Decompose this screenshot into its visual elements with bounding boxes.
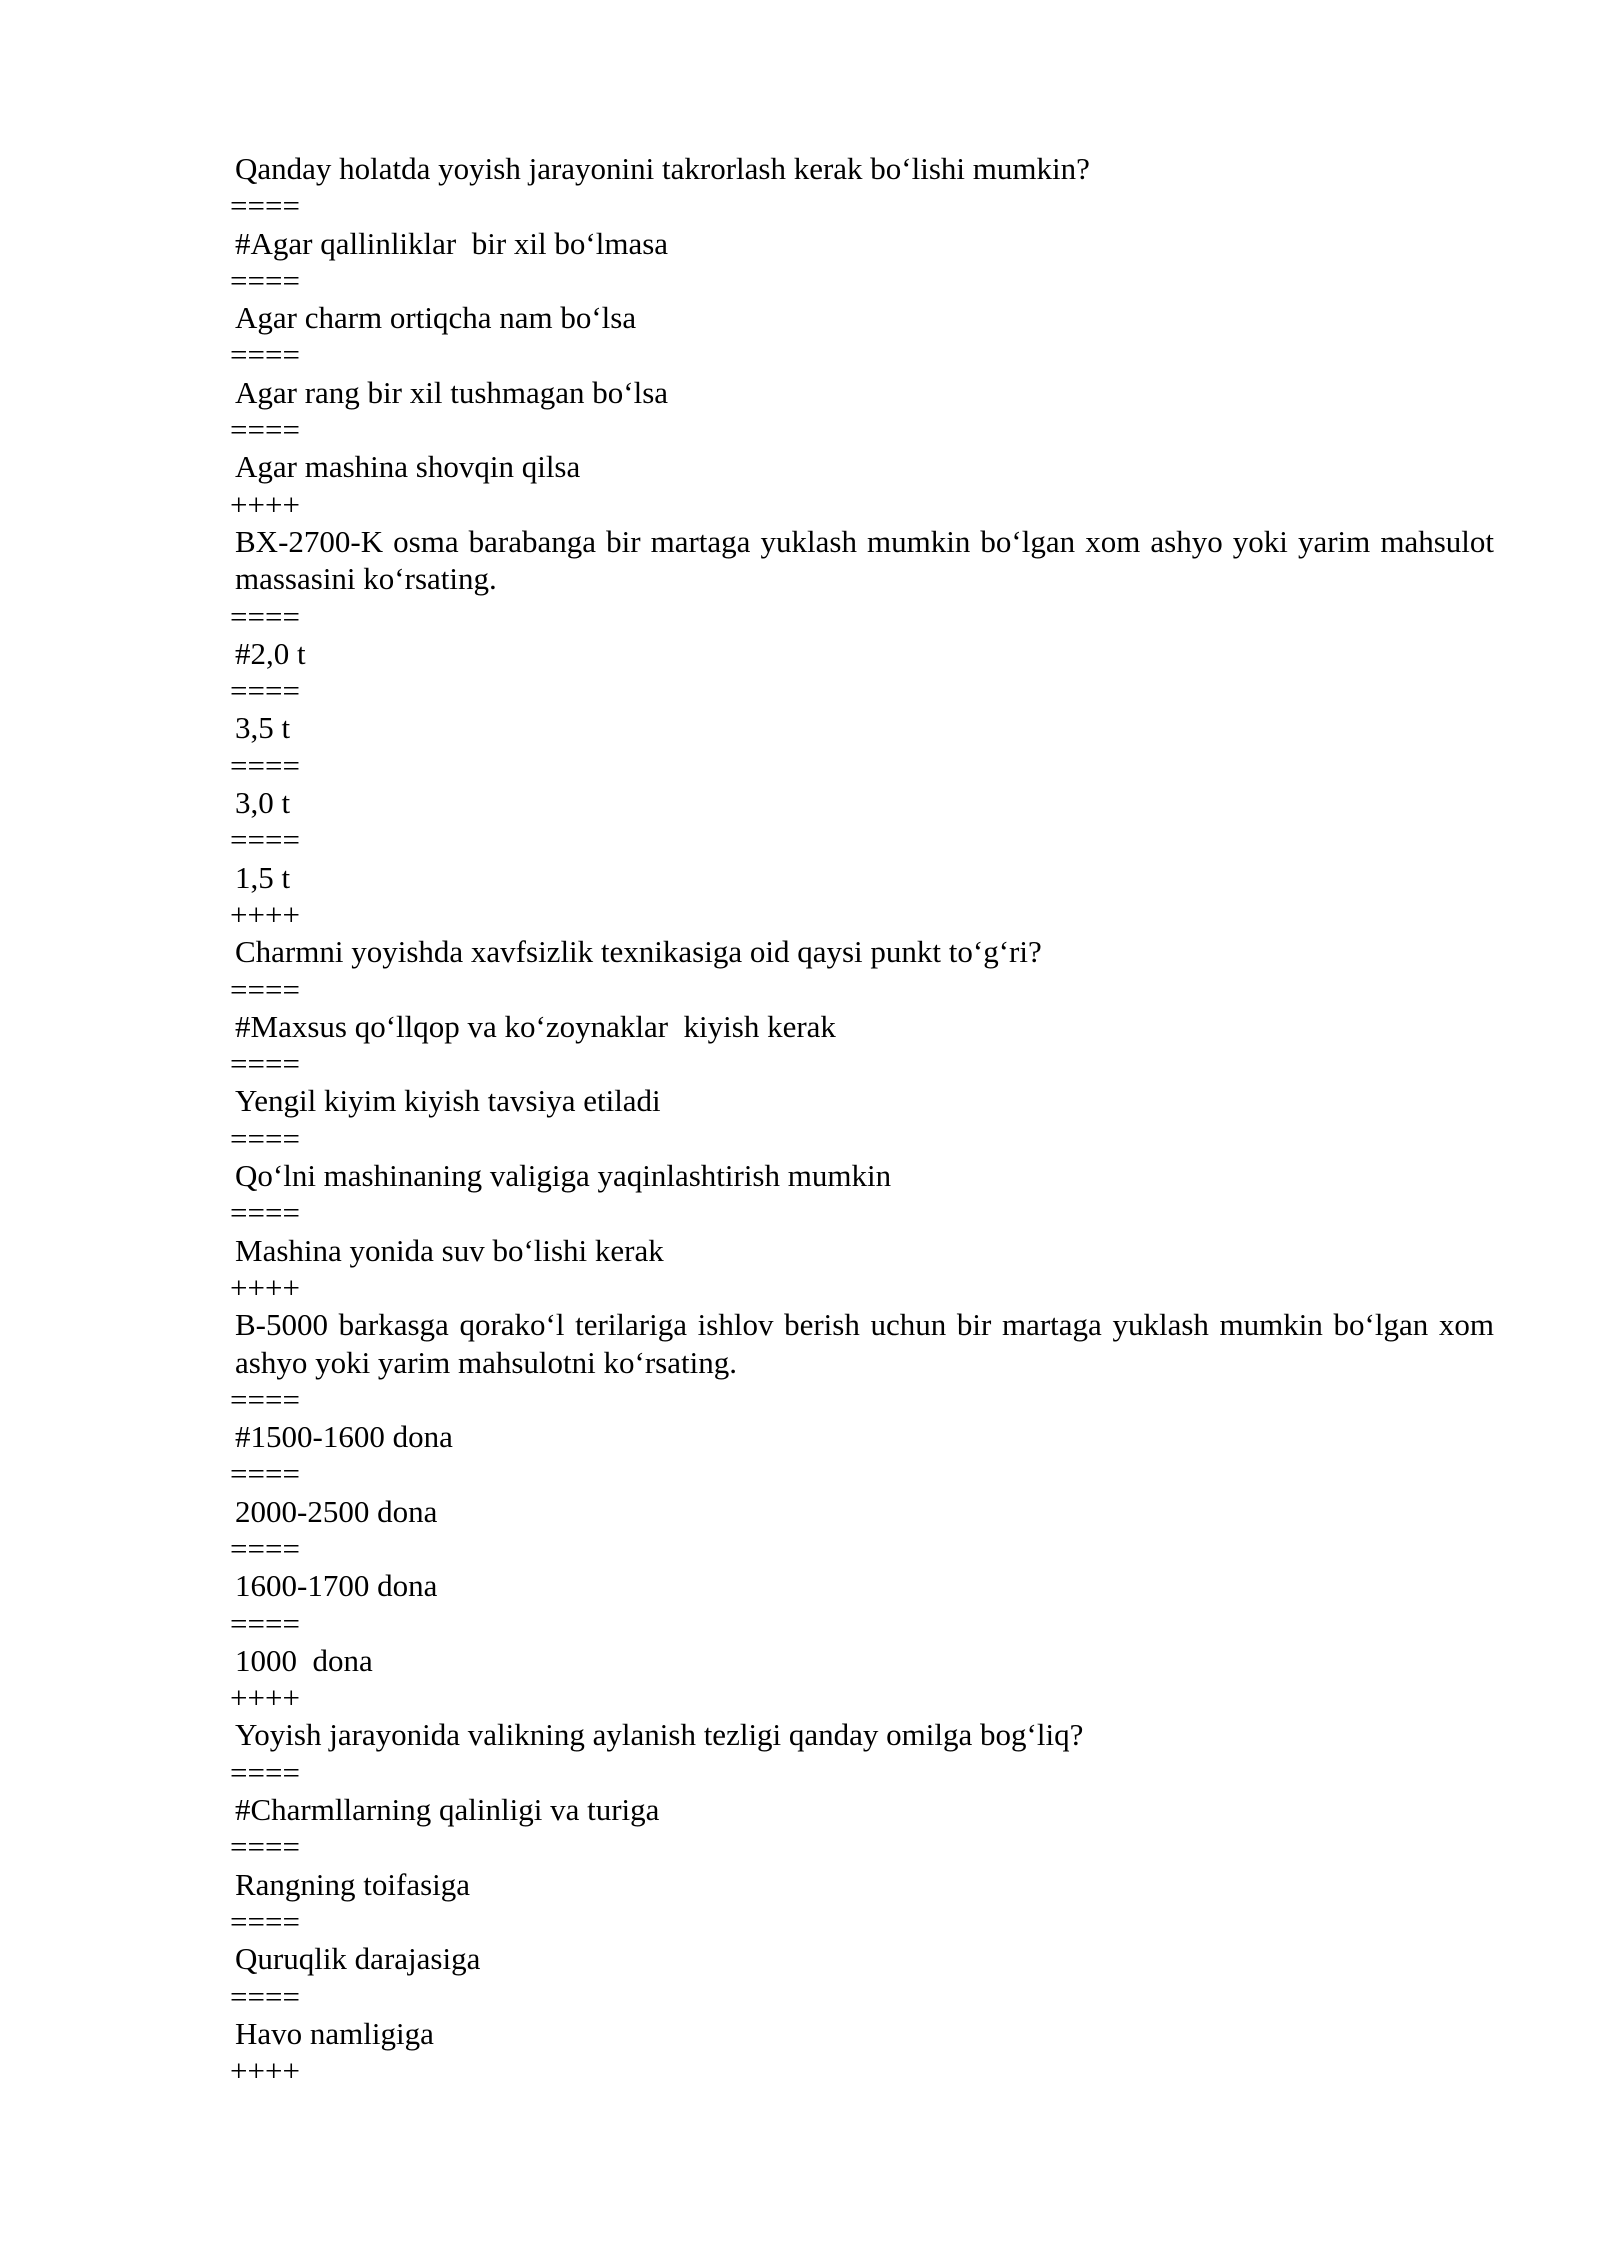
text-line: Qoʻlni mashinaning valigiga yaqinlashtirish mumkin [235, 1158, 892, 1194]
separator-line: ==== [230, 673, 300, 709]
text-line: Qanday holatda yoyish jarayonini takrorlash kerak boʻlishi mumkin? [235, 151, 1090, 186]
text-line: B-5000 barkasga qorakoʻl terilariga ishlov berish uchun bir martaga yuklash mumkin boʻlgan xom ashyo yoki yarim mahsulotni koʻrsating. [235, 1307, 1502, 1380]
text-line: Charmni yoyishda xavfsizlik texnikasiga oid qaysi punkt toʻgʻri? [235, 934, 1042, 970]
separator-line: ==== [230, 1605, 300, 1641]
separator-line: ++++ [230, 1269, 300, 1305]
document-body [230, 150, 1502, 2089]
separator-line: ==== [230, 971, 300, 1007]
text-line: Agar charm ortiqcha nam boʻlsa [235, 300, 637, 336]
text-line: 1000 dona [235, 1642, 373, 1678]
text-line: 2000-2500 dona [235, 1493, 438, 1529]
separator-line: ==== [230, 1978, 300, 2014]
separator-line: ++++ [230, 1680, 300, 1716]
separator-line: ==== [230, 1829, 300, 1865]
text-line: Mashina yonida suv boʻlishi kerak [235, 1232, 664, 1268]
separator-line: ==== [230, 1120, 300, 1156]
separator-line: ==== [230, 747, 300, 783]
text-line: Rangning toifasiga [235, 1866, 471, 1902]
separator-line: ==== [230, 598, 300, 634]
text-line: Agar mashina shovqin qilsa [235, 449, 581, 485]
separator-line: ==== [230, 1046, 300, 1082]
text-line: #Charmllarning qalinligi va turiga [235, 1792, 660, 1828]
separator-line: ++++ [230, 486, 300, 522]
separator-line: ==== [230, 337, 300, 373]
separator-line: ++++ [230, 2053, 300, 2089]
text-line: 1,5 t [235, 859, 291, 895]
separator-line: ==== [230, 262, 300, 298]
text-line: #Agar qallinliklar bir xil boʻlmasa [235, 225, 669, 261]
text-line: Quruqlik darajasiga [235, 1941, 481, 1977]
text-line: Havo namligiga [235, 2015, 434, 2051]
text-line: 3,5 t [235, 710, 291, 746]
text-line: Yoyish jarayonida valikning aylanish tezligi qanday omilga bogʻliq? [235, 1717, 1084, 1753]
text-line: 3,0 t [235, 785, 291, 821]
text-line: BX-2700-K osma barabanga bir martaga yuklash mumkin boʻlgan xom ashyo yoki yarim mahsulot massasini koʻrsating. [235, 523, 1502, 597]
separator-line: ==== [230, 1530, 300, 1566]
separator-line: ==== [230, 1456, 300, 1492]
text-line: 1600-1700 dona [235, 1568, 438, 1604]
separator-line: ==== [230, 1381, 300, 1417]
text-line: #1500-1600 dona [235, 1419, 453, 1455]
text-line: Yengil kiyim kiyish tavsiya etiladi [235, 1083, 661, 1119]
separator-line: ++++ [230, 896, 300, 932]
text-line: #2,0 t [235, 635, 306, 671]
separator-line: ==== [230, 822, 300, 858]
separator-line: ==== [230, 188, 300, 224]
separator-line: ==== [230, 412, 300, 448]
separator-line: ==== [230, 1195, 300, 1231]
separator-line: ==== [230, 1754, 300, 1790]
separator-line: ==== [230, 1903, 300, 1939]
text-line: Agar rang bir xil tushmagan boʻlsa [235, 374, 669, 410]
text-line: #Maxsus qoʻllqop va koʻzoynaklar kiyish kerak [235, 1008, 836, 1044]
